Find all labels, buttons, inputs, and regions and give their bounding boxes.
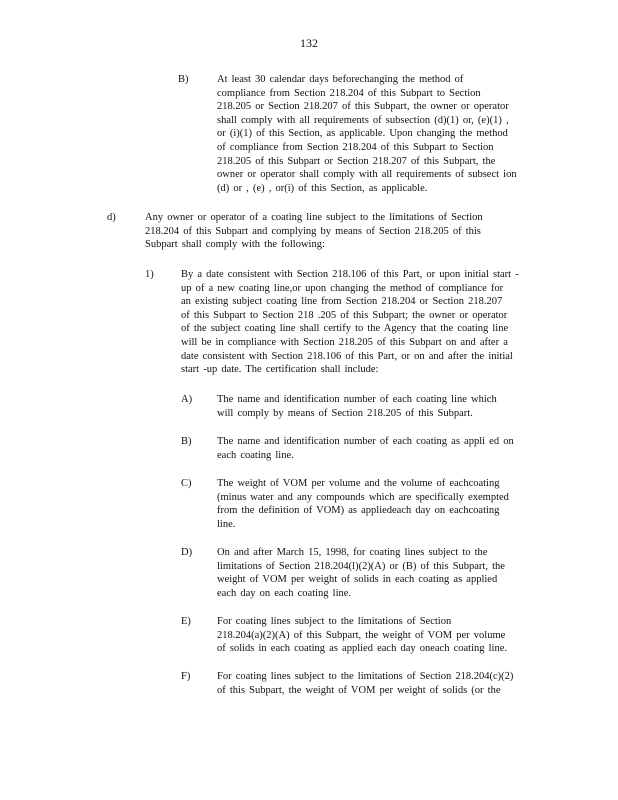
- paragraph-B-top: [217, 73, 539, 195]
- item-label-C: C): [181, 478, 192, 489]
- text-line: 218.204(a)(2)(A) of this Subpart, the weight of VOM per volume: [217, 629, 506, 641]
- paragraph-d: [145, 211, 510, 252]
- text-line: each coating line.: [217, 449, 294, 461]
- text-line: line.: [217, 518, 236, 530]
- paragraph-E: [217, 615, 537, 656]
- text-line: an existing subject coating line from Section 218.204 or Section 218.207: [181, 296, 503, 308]
- item-label-A: A): [181, 394, 193, 405]
- item-label-B: B): [181, 436, 192, 447]
- text-line: of solids in each coating as applied each day oneach coating line.: [217, 643, 507, 655]
- text-line: will be in compliance with Section 218.205 of this Subpart on and after a: [181, 336, 508, 348]
- item-label-d: d): [107, 212, 116, 223]
- text-line: The name and identification number of each coating line which: [217, 394, 497, 405]
- text-line: will comply by means of Section 218.205 of this Subpart.: [217, 407, 473, 419]
- text-line: of compliance from Section 218.204 of this Subpart to Section: [217, 141, 494, 153]
- text-line: shall comply with all requirements of subsection (d)(1) or, (e)(1) ,: [217, 114, 509, 126]
- text-line: up of a new coating line,or upon changing the method of compliance for: [181, 282, 504, 294]
- paragraph-C: [217, 477, 537, 531]
- page-number: 132: [300, 36, 318, 50]
- text-line: compliance from Section 218.204 of this Subpart to Section: [217, 87, 481, 99]
- text-line: of this Subpart, the weight of VOM per weight of solids (or the: [217, 684, 501, 696]
- text-line: Any owner or operator of a coating line subject to the limitations of Section: [145, 212, 483, 223]
- text-line: from the definition of VOM) as appliedeach day on eachcoating: [217, 505, 500, 517]
- paragraph-F: [217, 670, 537, 697]
- text-line: of this Subpart to Section 218 .205 of this Subpart; the owner or operator: [181, 309, 508, 321]
- item-label-D: D): [181, 547, 193, 558]
- text-line: The name and identification number of each coating as appli ed on: [217, 436, 514, 447]
- text-line: By a date consistent with Section 218.106 of this Part, or upon initial start -: [181, 269, 519, 280]
- text-line: start -up date. The certification shall include:: [181, 364, 379, 376]
- text-line: 218.205 of this Subpart or Section 218.207 of this Subpart, the: [217, 155, 496, 167]
- paragraph-D: [217, 546, 537, 600]
- text-line: or (i)(1) of this Section, as applicable. Upon changing the method: [217, 128, 508, 140]
- text-line: (minus water and any compounds which are specifically exempted: [217, 491, 509, 503]
- item-label-1: 1): [145, 269, 154, 280]
- text-line: At least 30 calendar days beforechanging the method of: [217, 74, 464, 85]
- paragraph-A: [217, 393, 537, 420]
- paragraph-1: [181, 268, 543, 377]
- text-line: For coating lines subject to the limitations of Section 218.204(c)(2): [217, 671, 514, 682]
- item-label-B-top: B): [178, 74, 189, 85]
- text-line: owner or operator shall comply with all requirements of subsect ion: [217, 169, 517, 181]
- text-line: 218.205 or Section 218.207 of this Subpart, the owner or operator: [217, 101, 509, 113]
- text-line: weight of VOM per weight of solids in each coating as applied: [217, 574, 498, 586]
- text-line: For coating lines subject to the limitations of Section: [217, 616, 452, 627]
- text-line: 218.204 of this Subpart and complying by means of Section 218.205 of this: [145, 225, 481, 237]
- item-label-E: E): [181, 616, 191, 627]
- text-line: On and after March 15, 1998, for coating lines subject to the: [217, 547, 488, 558]
- text-line: The weight of VOM per volume and the volume of eachcoating: [217, 478, 500, 489]
- text-line: (d) or , (e) , or(i) of this Section, as applicable.: [217, 182, 428, 194]
- text-line: of the subject coating line shall certify to the Agency that the coating line: [181, 323, 509, 335]
- paragraph-B: [217, 435, 537, 462]
- text-line: limitations of Section 218.204(l)(2)(A) or (B) of this Subpart, the: [217, 560, 505, 572]
- text-line: Subpart shall comply with the following:: [145, 239, 325, 251]
- text-line: each day on each coating line.: [217, 587, 352, 599]
- text-line: date consistent with Section 218.106 of this Part, or on and after the initial: [181, 350, 513, 362]
- item-label-F: F): [181, 671, 191, 682]
